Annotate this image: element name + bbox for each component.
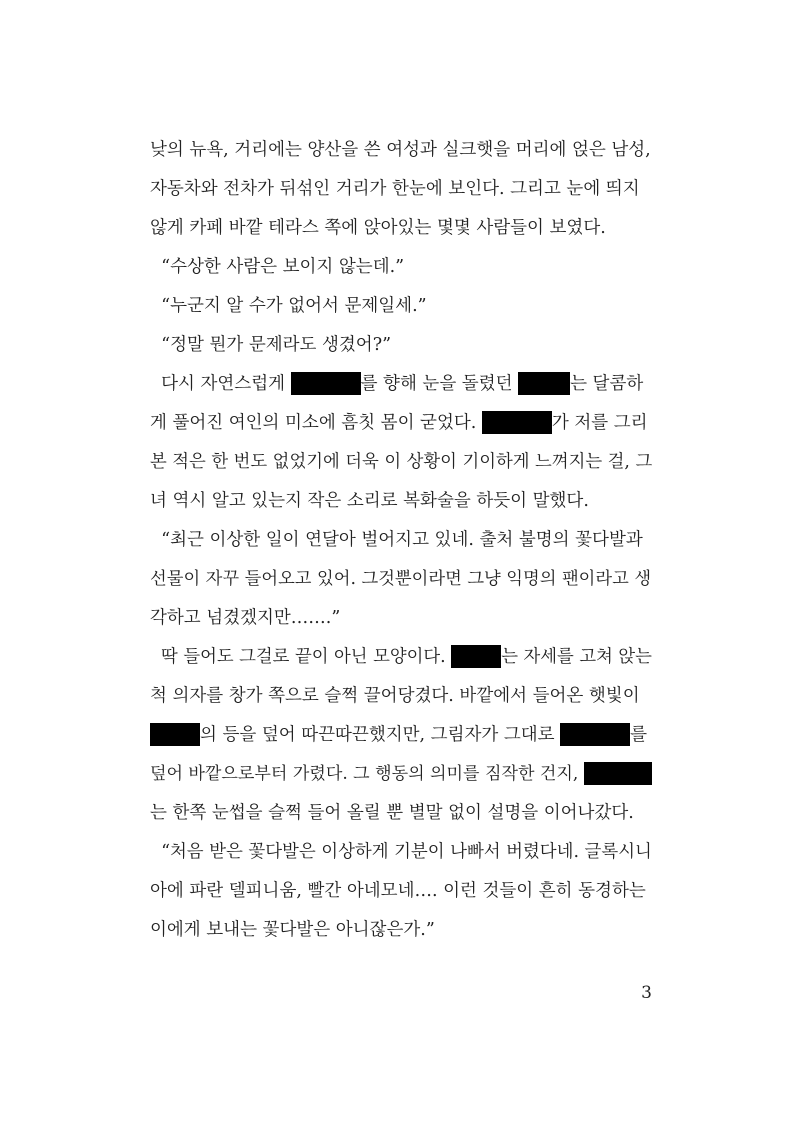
text-line — [150, 408, 652, 438]
text-segment: “누군지 알 수가 없어서 문제일세.” — [150, 296, 427, 316]
text-segment: 이에게 보내는 꽃다발은 아니잖은가.” — [150, 920, 435, 940]
text-line — [150, 720, 652, 750]
text-segment: “최근 이상한 일이 연달아 벌어지고 있네. 출처 불명의 꽃다발과 — [150, 530, 643, 550]
text-segment: 않게 카페 바깥 테라스 쪽에 앉아있는 몇몇 사람들이 보였다. — [150, 218, 606, 238]
text-segment: 아에 파란 델피니움, 빨간 아네모네…. 이런 것들이 흔히 동경하는 — [150, 881, 646, 901]
text-segment: “정말 뭔가 문제라도 생겼어?” — [150, 335, 392, 355]
text-line — [150, 642, 652, 672]
text-segment: 를 향해 눈을 돌렸던 — [360, 374, 519, 394]
text-segment: 낮의 뉴욕, 거리에는 양산을 쓴 여성과 실크햇을 머리에 얹은 남성, — [150, 140, 651, 160]
text-segment: 덮어 바깥으로부터 가렸다. 그 행동의 의미를 짐작한 건지, — [150, 764, 584, 784]
text-segment: 는 한쪽 눈썹을 슬쩍 들어 올릴 뿐 별말 없이 설명을 이어나갔다. — [150, 803, 634, 823]
text-line — [150, 915, 652, 945]
text-line — [150, 525, 652, 555]
redaction-bar — [518, 372, 570, 395]
text-segment: “수상한 사람은 보이지 않는데.” — [150, 257, 405, 277]
text-segment: 각하고 넘겼겠지만…….” — [150, 608, 341, 628]
text-line — [150, 603, 652, 633]
text-line — [150, 447, 652, 477]
text-line — [150, 291, 652, 321]
text-line — [150, 486, 652, 516]
text-line — [150, 564, 652, 594]
text-line — [150, 213, 652, 243]
text-segment: 녀 역시 알고 있는지 작은 소리로 복화술을 하듯이 말했다. — [150, 491, 589, 511]
text-line — [150, 798, 652, 828]
text-segment: 척 의자를 창가 쪽으로 슬쩍 끌어당겼다. 바깥에서 들어온 햇빛이 — [150, 686, 640, 706]
text-segment: 본 적은 한 번도 없었기에 더욱 이 상황이 기이하게 느껴지는 걸, 그 — [150, 452, 652, 472]
redaction-bar — [451, 645, 501, 668]
text-segment: 게 풀어진 여인의 미소에 흠칫 몸이 굳었다. — [150, 413, 482, 433]
text-segment: 는 자세를 고쳐 앉는 — [501, 647, 652, 667]
text-line — [150, 252, 652, 282]
text-segment: 딱 들어도 그걸로 끝이 아닌 모양이다. — [150, 647, 452, 667]
text-line — [150, 330, 652, 360]
text-segment: 다시 자연스럽게 — [150, 374, 291, 394]
text-line — [150, 135, 652, 165]
redaction-bar — [150, 723, 200, 746]
text-line — [150, 837, 652, 867]
redaction-bar — [482, 411, 552, 434]
text-line — [150, 681, 652, 711]
text-segment: 를 — [630, 725, 648, 745]
text-segment: 의 등을 덮어 따끈따끈했지만, 그림자가 그대로 — [200, 725, 561, 745]
text-line — [150, 174, 652, 204]
text-segment: 선물이 자꾸 들어오고 있어. 그것뿐이라면 그냥 익명의 팬이라고 생 — [150, 569, 652, 589]
text-line — [150, 369, 652, 399]
text-segment: 자동차와 전차가 뒤섞인 거리가 한눈에 보인다. 그리고 눈에 띄지 — [150, 179, 640, 199]
text-segment: 가 저를 그리 — [551, 413, 648, 433]
text-segment: 는 달콤하 — [570, 374, 644, 394]
redaction-bar — [584, 762, 652, 785]
text-segment: “처음 받은 꽃다발은 이상하게 기분이 나빠서 버렸다네. 글록시니 — [150, 842, 652, 862]
page-number: 3 — [641, 983, 652, 1003]
text-line — [150, 876, 652, 906]
redaction-bar — [560, 723, 630, 746]
text-line — [150, 759, 652, 789]
redaction-bar — [291, 372, 361, 395]
